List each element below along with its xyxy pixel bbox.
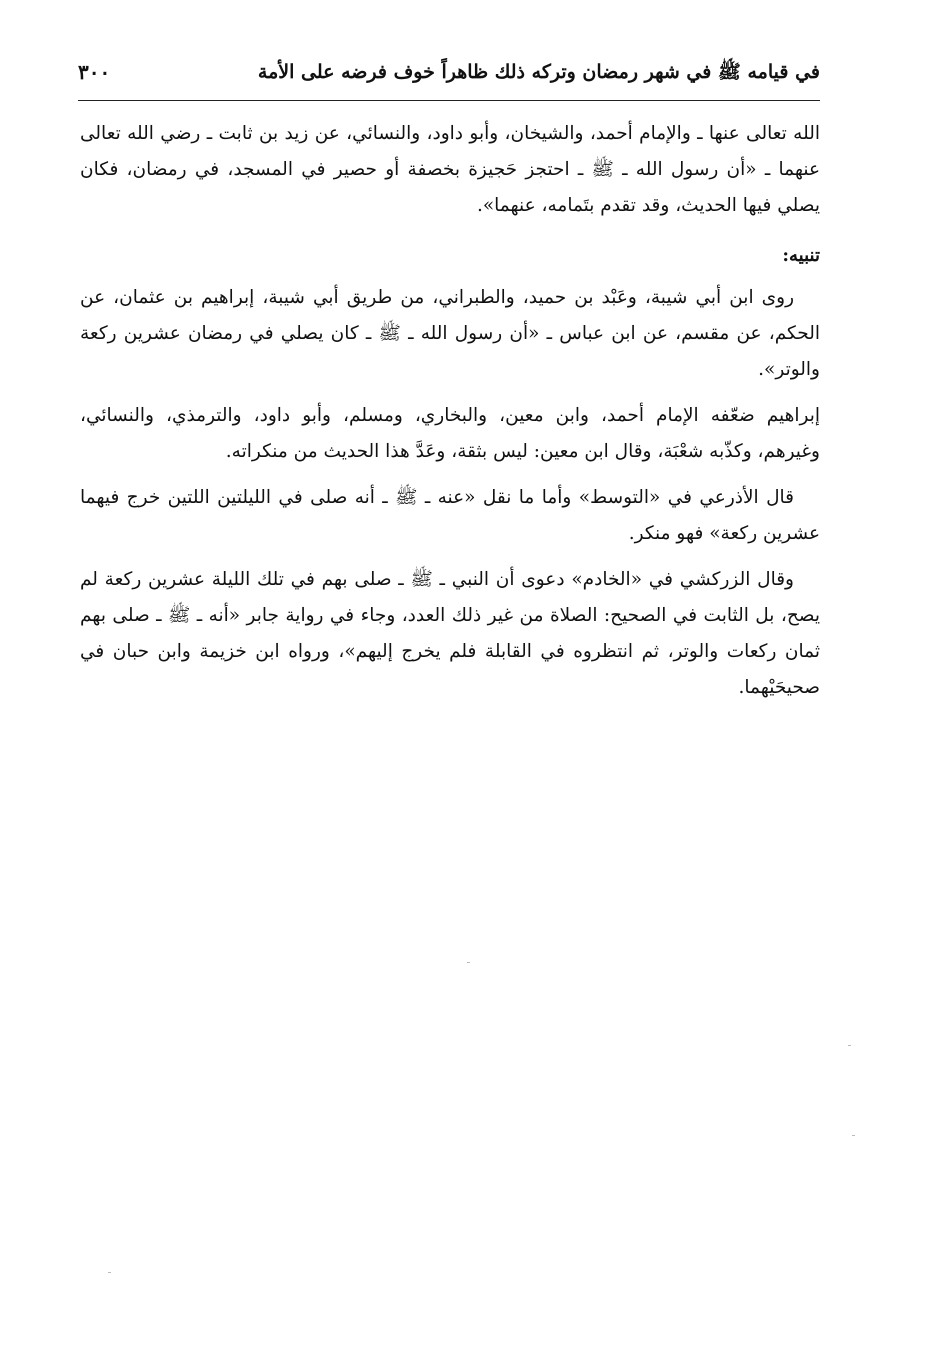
scan-speck <box>467 962 470 963</box>
scan-speck <box>852 1135 855 1136</box>
scan-speck <box>108 1272 111 1273</box>
paragraph-1: الله تعالى عنها ـ والإمام أحمد، والشيخان، وأبو داود، والنسائي، عن زيد بن ثابت ـ رضي الله تعالى عنهما ـ «أن رسول الله ـ ﷺ ـ احتجز حَجيزة بخصفة أو حصير في المسجد، في رمضان، فكان يصلي فيها الحديث، وقد تقدم بتَمامه، عنهما». <box>80 123 820 216</box>
paragraph-5: وقال الزركشي في «الخادم» دعوى أن النبي ـ ﷺ ـ صلى بهم في تلك الليلة عشرين ركعة لم يصح، بل الثابت في الصحيح: الصلاة من غير ذلك العدد، وجاء في رواية جابر «أنه ـ ﷺ ـ صلى بهم ثمان ركعات والوتر، ثم انتظروه في القابلة فلم يخرج إليهم»، ورواه ابن خزيمة وابن حبان في صحيحَيْهما. <box>80 569 820 698</box>
section-heading: تنبيه: <box>782 245 820 266</box>
running-header <box>78 58 820 96</box>
page-body <box>80 116 820 716</box>
paragraph-4: قال الأذرعي في «التوسط» وأما ما نقل «عنه ـ ﷺ ـ أنه صلى في الليلتين اللتين خرج فيهما عشرين ركعة» فهو منكر. <box>80 487 820 544</box>
paragraph-2: روى ابن أبي شيبة، وعَبْد بن حميد، والطبراني، من طريق أبي شيبة، إبراهيم بن عثمان، عن الحكم، عن مقسم، عن ابن عباس ـ «أن رسول الله ـ ﷺ ـ كان يصلي في رمضان عشرين ركعة والوتر». <box>80 287 820 380</box>
paragraph-3: إبراهيم ضعّفه الإمام أحمد، وابن معين، والبخاري، ومسلم، وأبو داود، والترمذي، والنسائي، وغيرهم، وكذّبه شعْبَة، وقال ابن معين: ليس بثقة، وعَدَّ هذا الحديث من منكراته. <box>80 405 820 462</box>
scan-speck <box>848 1045 851 1046</box>
running-header-title: في قيامه ﷺ في شهر رمضان وتركه ذلك ظاهراً خوف فرضه على الأمة <box>257 61 820 83</box>
page-number: ٣٠٠ <box>78 60 111 84</box>
header-divider <box>78 100 820 101</box>
